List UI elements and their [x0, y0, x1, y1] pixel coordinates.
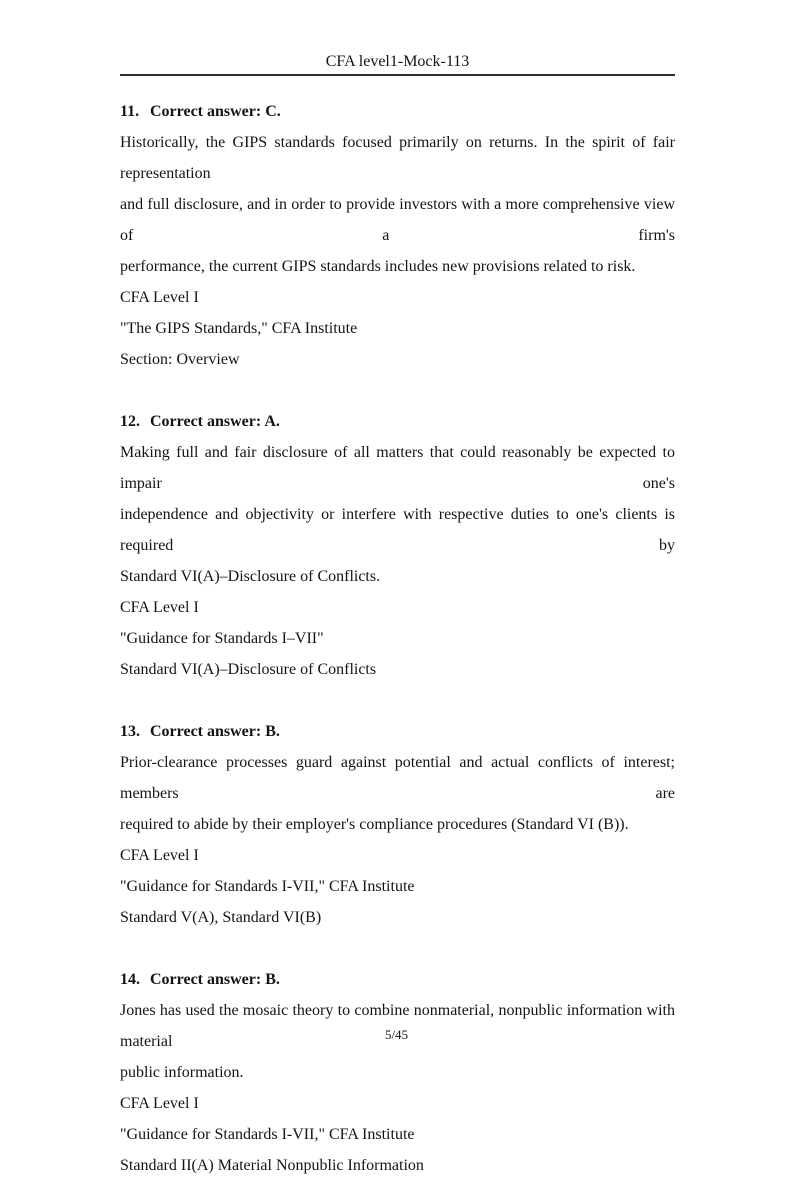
curriculum-level-line: CFA Level I: [120, 847, 199, 864]
reference-line: Standard II(A) Material Nonpublic Information: [120, 1157, 424, 1174]
body-line: and full disclosure, and in order to provide investors with a more comprehensive view of a firm's: [120, 196, 675, 244]
citation-line: "Guidance for Standards I–VII": [120, 630, 324, 647]
answer-heading: [120, 96, 675, 127]
curriculum-level-line: CFA Level I: [120, 289, 199, 306]
answer-heading: [120, 406, 675, 437]
correct-answer-label: Correct answer: A.: [150, 413, 280, 430]
body-line: Historically, the GIPS standards focused primarily on returns. In the spirit of fair representation: [120, 134, 675, 182]
body-line: public information.: [120, 1064, 244, 1081]
answer-heading: [120, 964, 675, 995]
answer-block-11: [120, 96, 675, 375]
curriculum-level-line: CFA Level I: [120, 599, 199, 616]
body-line: Making full and fair disclosure of all matters that could reasonably be expected to impair one's: [120, 444, 675, 492]
question-number: 13.: [120, 723, 140, 740]
answer-block-12: [120, 406, 675, 685]
question-number: 12.: [120, 413, 140, 430]
answer-block-13: [120, 716, 675, 933]
body-line: performance, the current GIPS standards includes new provisions related to risk.: [120, 258, 636, 275]
answer-block-14: [120, 964, 675, 1181]
body-line: Jones has used the mosaic theory to combine nonmaterial, nonpublic information with material: [120, 1002, 675, 1050]
reference-line: Standard V(A), Standard VI(B): [120, 909, 322, 926]
answer-heading: [120, 716, 675, 747]
reference-line: Standard VI(A)–Disclosure of Conflicts: [120, 661, 377, 678]
page-footer: [0, 1026, 793, 1043]
body-line: Standard VI(A)–Disclosure of Conflicts.: [120, 568, 381, 585]
body-line: independence and objectivity or interfere with respective duties to one's clients is required by: [120, 506, 675, 554]
body-line: Prior-clearance processes guard against potential and actual conflicts of interest; members are: [120, 754, 675, 802]
answers-content: [120, 96, 675, 1181]
correct-answer-label: Correct answer: B.: [150, 971, 280, 988]
page-number: 5/45: [384, 1027, 409, 1042]
question-number: 14.: [120, 971, 140, 988]
correct-answer-label: Correct answer: C.: [150, 103, 281, 120]
header-title: CFA level1-Mock-113: [325, 53, 470, 70]
body-line: required to abide by their employer's compliance procedures (Standard VI (B)).: [120, 816, 629, 833]
citation-line: "The GIPS Standards," CFA Institute: [120, 320, 358, 337]
curriculum-level-line: CFA Level I: [120, 1095, 199, 1112]
page-header: [120, 0, 675, 76]
question-number: 11.: [120, 103, 140, 120]
reference-line: Section: Overview: [120, 351, 240, 368]
citation-line: "Guidance for Standards I-VII," CFA Institute: [120, 1126, 415, 1143]
citation-line: "Guidance for Standards I-VII," CFA Institute: [120, 878, 415, 895]
correct-answer-label: Correct answer: B.: [150, 723, 280, 740]
